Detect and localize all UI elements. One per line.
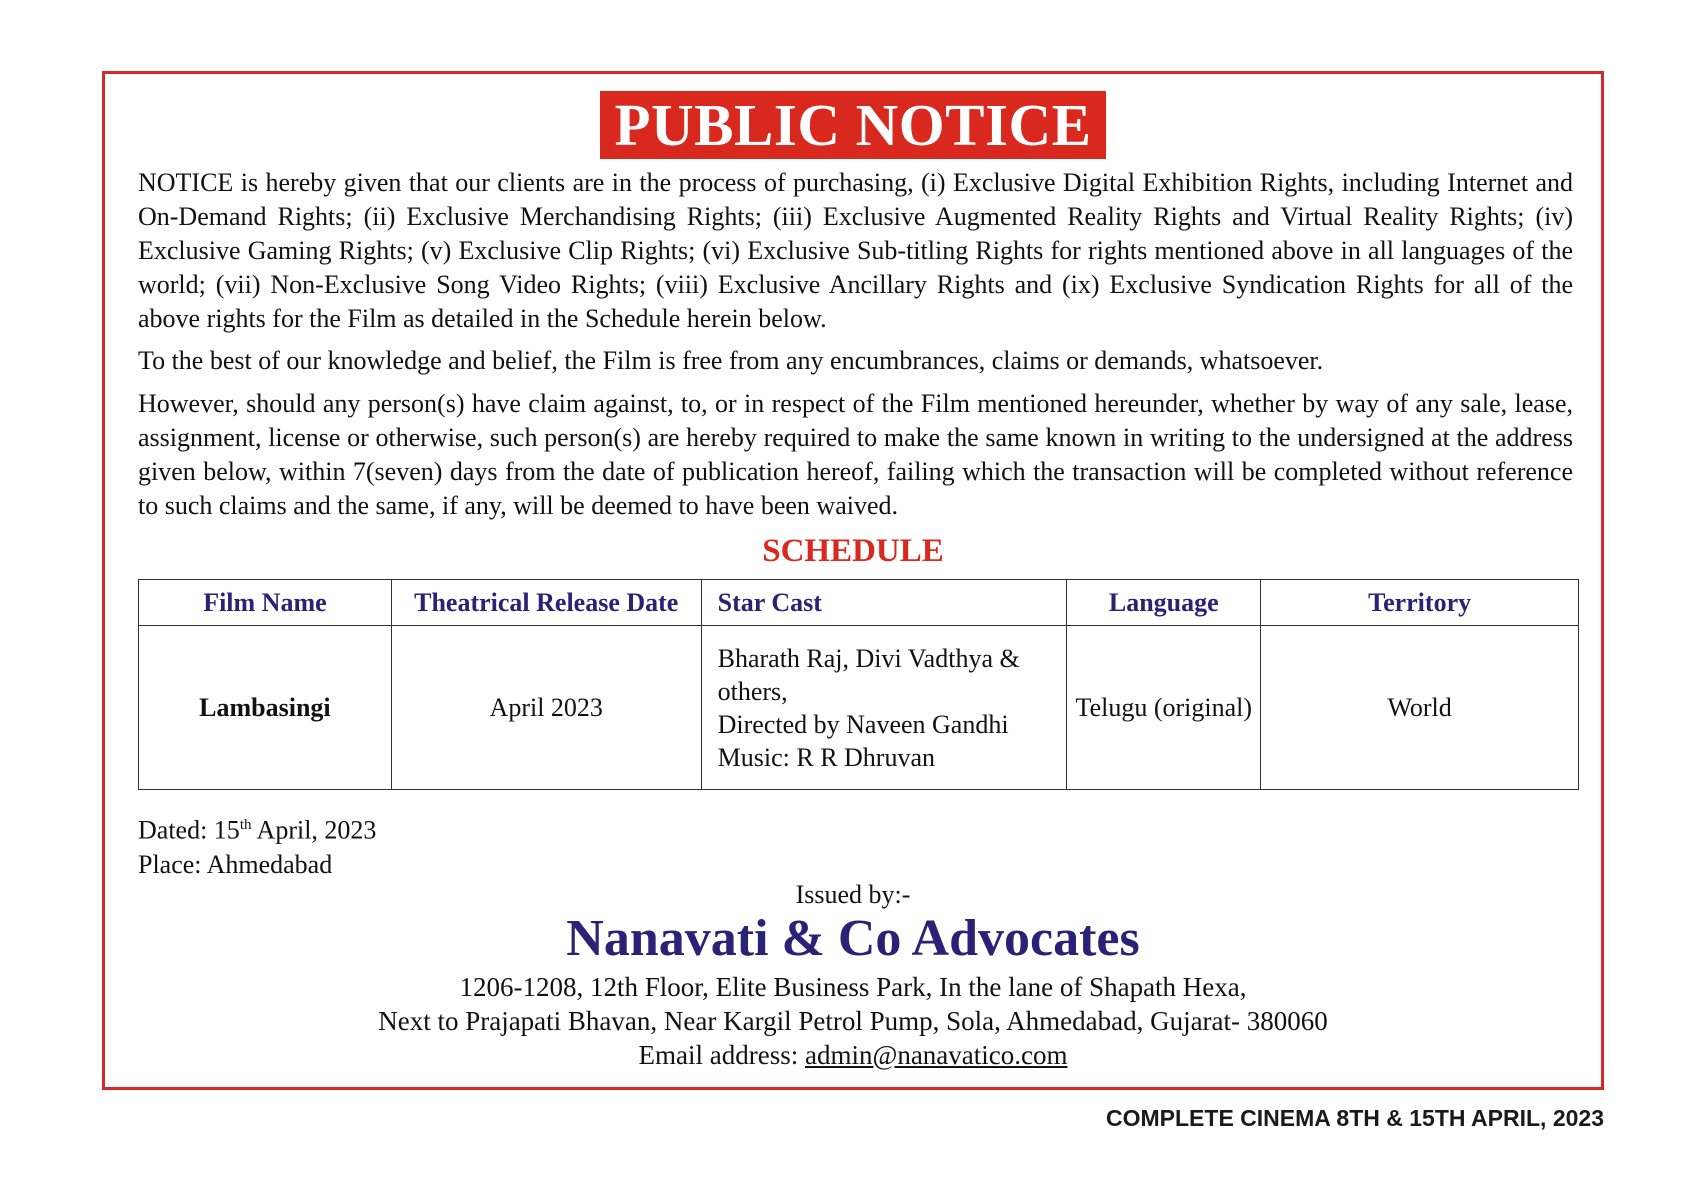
- email-link[interactable]: admin@nanavatico.com: [804, 1040, 1068, 1070]
- place-line: Place: Ahmedabad: [138, 849, 333, 879]
- publication-credit: COMPLETE CINEMA 8TH & 15TH APRIL, 2023: [1106, 1105, 1604, 1131]
- dated-rest: April, 2023: [251, 815, 377, 845]
- notice-paragraph-3: However, should any person(s) have claim against, to, or in respect of the Film mentioned hereunder, whether by way of any sale, lease, assignment, license or otherwise, such person(s) are hereby required to make the same known in writing to the undersigned at the address given below, within 7(seven) days from the date of publication hereof, failing which the transaction will be completed without reference to such claims and the same, if any, will be deemed to have been waived.: [138, 389, 1573, 520]
- star-cast-line: Music: R R Dhruvan: [717, 742, 936, 772]
- dated-prefix: Dated: 15: [138, 815, 240, 845]
- notice-paragraph-1: NOTICE is hereby given that our clients are in the process of purchasing, (i) Exclusive Digital Exhibition Rights, including Internet and On-Demand Rights; (ii) Exclusive Merchandising Rights; (iii) Exclusive Augmented Reality Rights and Virtual Reality Rights; (iv) Exclusive Gaming Rights; (v) Exclusive Clip Rights; (vi) Exclusive Sub-titling Rights for rights mentioned above in all languages of the world; (vii) Non-Exclusive Song Video Rights; (viii) Exclusive Ancillary Rights and (ix) Exclusive Syndication Rights for all of the above rights for the Film as detailed in the Schedule herein below.: [138, 168, 1573, 333]
- notice-paragraph-2: To the best of our knowledge and belief, the Film is free from any encumbrances, claims or demands, whatsoever.: [138, 346, 1324, 375]
- star-cast-line: Directed by Naveen Gandhi: [717, 709, 1009, 739]
- column-header-language: Language: [1067, 580, 1261, 626]
- dated-block: [138, 808, 376, 882]
- column-header-territory: Territory: [1261, 580, 1579, 626]
- column-header-star-cast: Star Cast: [701, 580, 1067, 626]
- dated-line: [138, 808, 376, 848]
- column-header-release-date: Theatrical Release Date: [391, 580, 701, 626]
- email-line: [105, 1038, 1601, 1072]
- column-header-film-name: Film Name: [139, 580, 392, 626]
- schedule-header-row: [139, 580, 1579, 626]
- cell-film-name: Lambasingi: [139, 626, 392, 790]
- notice-frame: [102, 71, 1604, 1090]
- notice-title: PUBLIC NOTICE: [600, 91, 1107, 159]
- schedule-table: [138, 579, 1579, 790]
- cell-release-date: April 2023: [391, 626, 701, 790]
- cell-star-cast: [701, 626, 1067, 790]
- issued-by-label: Issued by:-: [795, 880, 911, 909]
- address-line-1: 1206-1208, 12th Floor, Elite Business Park, In the lane of Shapath Hexa,: [459, 972, 1247, 1002]
- schedule-heading: SCHEDULE: [762, 533, 944, 569]
- firm-name: Nanavati & Co Advocates: [566, 910, 1140, 967]
- firm-address: [105, 970, 1601, 1072]
- cell-territory: World: [1261, 626, 1579, 790]
- cell-language: Telugu (original): [1067, 626, 1261, 790]
- email-label: Email address:: [638, 1040, 805, 1070]
- table-row: [139, 626, 1579, 790]
- title-wrap: [105, 91, 1601, 159]
- address-line-2: Next to Prajapati Bhavan, Near Kargil Petrol Pump, Sola, Ahmedabad, Gujarat- 380060: [378, 1006, 1328, 1036]
- star-cast-line: Bharath Raj, Divi Vadthya &: [717, 643, 1020, 673]
- star-cast-line: others,: [717, 676, 788, 706]
- dated-ordinal: th: [239, 817, 252, 833]
